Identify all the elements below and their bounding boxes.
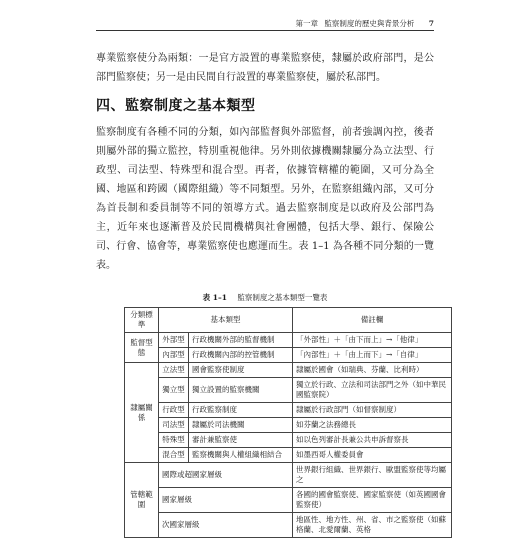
body-paragraph: 監察制度有各種不同的分類，如內部監督與外部監督，前者強調內控，後者則屬外部的獨立監控，特別重視他律。另外則依據機關隸屬分為立法型、行政型、司法型、特殊型和混合型。再者，依據管轄權的範圍，又可分為全國、地區和跨國（國際組織）等不同類型。另外，在監察組織內部，又可分為首長制和委員制等不同的領導方式。過去監察制度是以政府及公部門為主，近年來也逐漸普及於民間機構與社會團體，包括大學、銀行、保險公司、行會、協會等，專業監察使也應運而生。表 1–1 為各種不同分類的一覽表。 — [96, 127, 434, 271]
table-row — [125, 488, 452, 513]
table-number: 表 1–1 — [202, 293, 227, 302]
description-cell: 國家層級 — [159, 488, 293, 513]
type-cell: 內部型 — [159, 348, 189, 363]
note-cell: 各國的國會監察使、國家監察使（如英國國會監察使） — [293, 488, 452, 513]
table-row — [125, 513, 452, 538]
intro-paragraph: 專業監察使分為兩類：一是官方設置的專業監察使，隸屬於政府部門，是公部門監察使；另一是由民間自行設置的專業監察使，屬於私部門。 — [96, 53, 434, 83]
type-cell: 獨立型 — [159, 378, 189, 403]
note-cell: 「外部性」＋「由下而上」→「他律」 — [293, 333, 452, 348]
description-cell: 隸屬於司法機關 — [189, 418, 293, 433]
table-row — [125, 348, 452, 363]
description-cell: 次國家層級 — [159, 513, 293, 538]
category-cell: 管轄範圍 — [125, 463, 159, 538]
description-cell: 行政監察制度 — [189, 403, 293, 418]
page-number: 7 — [428, 19, 434, 28]
header-rule — [96, 30, 434, 31]
note-cell: 隸屬於國會（如瑞典、芬蘭、比利時） — [293, 363, 452, 378]
note-cell: 如芬蘭之法務總長 — [293, 418, 452, 433]
type-cell: 行政型 — [159, 403, 189, 418]
description-cell: 審計兼監察使 — [189, 433, 293, 448]
note-cell: 獨立於行政、立法和司法部門之外（如中華民國監察院） — [293, 378, 452, 403]
header-cell-type: 基本類型 — [159, 308, 293, 333]
table-row — [125, 378, 452, 403]
type-cell: 混合型 — [159, 448, 189, 463]
table-caption — [96, 292, 434, 303]
note-cell: 地區性、地方性、州、省、市之監察使（如蘇格蘭、北愛爾蘭、英格 — [293, 513, 452, 538]
chapter-label: 第一章 — [295, 19, 318, 28]
section-heading: 四、監察制度之基本類型 — [96, 98, 256, 114]
description-cell: 獨立設置的監察機關 — [189, 378, 293, 403]
chapter-title: 監察制度的歷史與背景分析 — [324, 19, 415, 28]
description-cell: 行政機關外部的監督機制 — [189, 333, 293, 348]
table-row — [125, 448, 452, 463]
category-cell: 隸屬關係 — [125, 363, 159, 463]
classification-table — [124, 307, 452, 538]
table-header-row — [125, 308, 452, 333]
type-cell: 特殊型 — [159, 433, 189, 448]
table-row — [125, 433, 452, 448]
header-cell-note: 備註欄 — [293, 308, 452, 333]
description-cell: 行政機關內部的控管機制 — [189, 348, 293, 363]
description-cell: 國際或超國家層級 — [159, 463, 293, 488]
note-cell: 如墨西哥人權委員會 — [293, 448, 452, 463]
note-cell: 世界銀行組織、世界銀行、歐盟監察使等均屬之 — [293, 463, 452, 488]
header-cell-criterion: 分類標準 — [125, 308, 159, 333]
note-cell: 如以色列審計長兼公共申訴督察長 — [293, 433, 452, 448]
table-row — [125, 418, 452, 433]
table-row — [125, 403, 452, 418]
type-cell: 司法型 — [159, 418, 189, 433]
description-cell: 國會監察使制度 — [189, 363, 293, 378]
note-cell: 「內部性」＋「由上而下」→「自律」 — [293, 348, 452, 363]
table-row — [125, 463, 452, 488]
description-cell: 監察機關與人權組織相結合 — [189, 448, 293, 463]
category-cell: 監督型態 — [125, 333, 159, 363]
type-cell: 立法型 — [159, 363, 189, 378]
note-cell: 隸屬於行政部門（如督察制度） — [293, 403, 452, 418]
table-title: 監察制度之基本類型一覽表 — [237, 293, 328, 302]
type-cell: 外部型 — [159, 333, 189, 348]
table-row — [125, 363, 452, 378]
table-row — [125, 333, 452, 348]
